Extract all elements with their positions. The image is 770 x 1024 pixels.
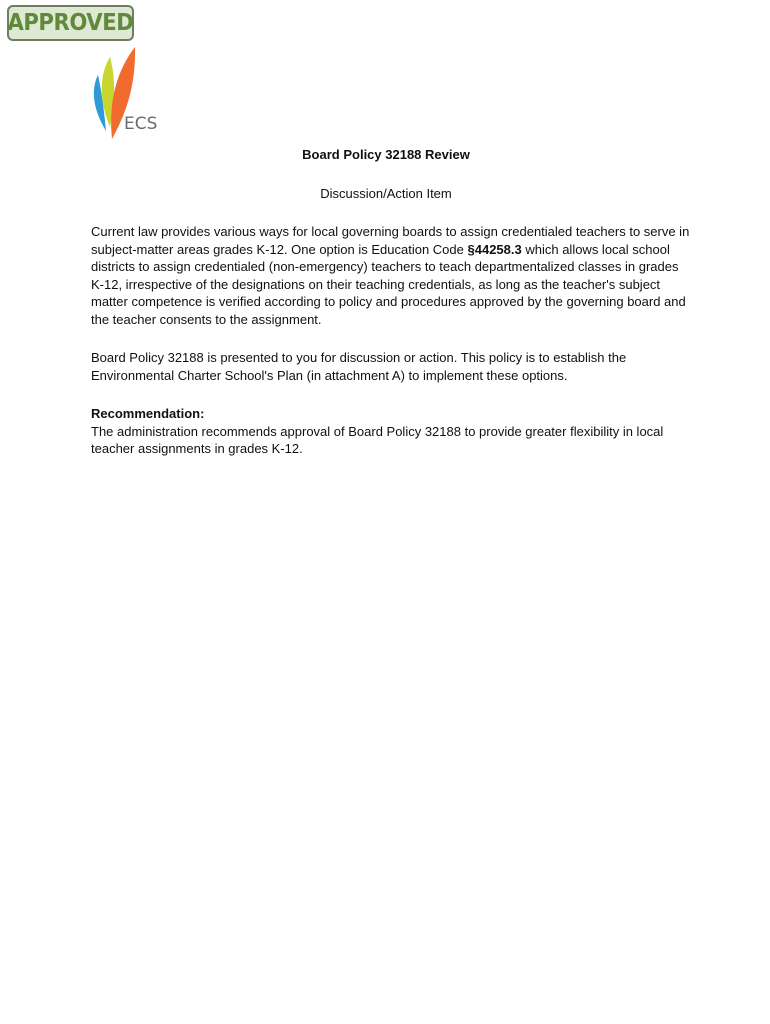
paragraph-current-law — [91, 223, 691, 328]
recommendation-body: The administration recommends approval of Board Policy 32188 to provide greater flexibility in local teacher assignments in grades K-12. — [91, 423, 664, 456]
page-subtitle: Discussion/Action Item — [320, 185, 452, 201]
approved-stamp — [7, 5, 134, 41]
approved-stamp-label: APPROVED — [7, 10, 134, 36]
paragraph-text: Current law provides various ways for local governing boards to assign credentialed teachers to serve in subject-matter areas grades K-12. One option is Education Code — [91, 224, 690, 257]
paragraph-text: which allows local school districts to assign credentialed (non-emergency) teachers to teach departmentalized classes in grades K-12, irrespective of the designations on their teaching credentials, as long as the teacher's subject matter competence is verified according to policy and procedures approved by the governing board and the teacher consents to the assignment. — [91, 241, 686, 327]
recommendation-heading: Recommendation: — [91, 406, 205, 421]
document-body — [91, 146, 691, 458]
education-code-reference: §44258.3 — [467, 241, 522, 257]
ecs-logo — [88, 45, 168, 145]
logo-text: ECS — [124, 114, 158, 134]
page-title: Board Policy 32188 Review — [302, 147, 470, 162]
paragraph-board-policy: Board Policy 32188 is presented to you for discussion or action. This policy is to establish the Environmental Charter School's Plan (in attachment A) to implement these options. — [91, 350, 627, 383]
